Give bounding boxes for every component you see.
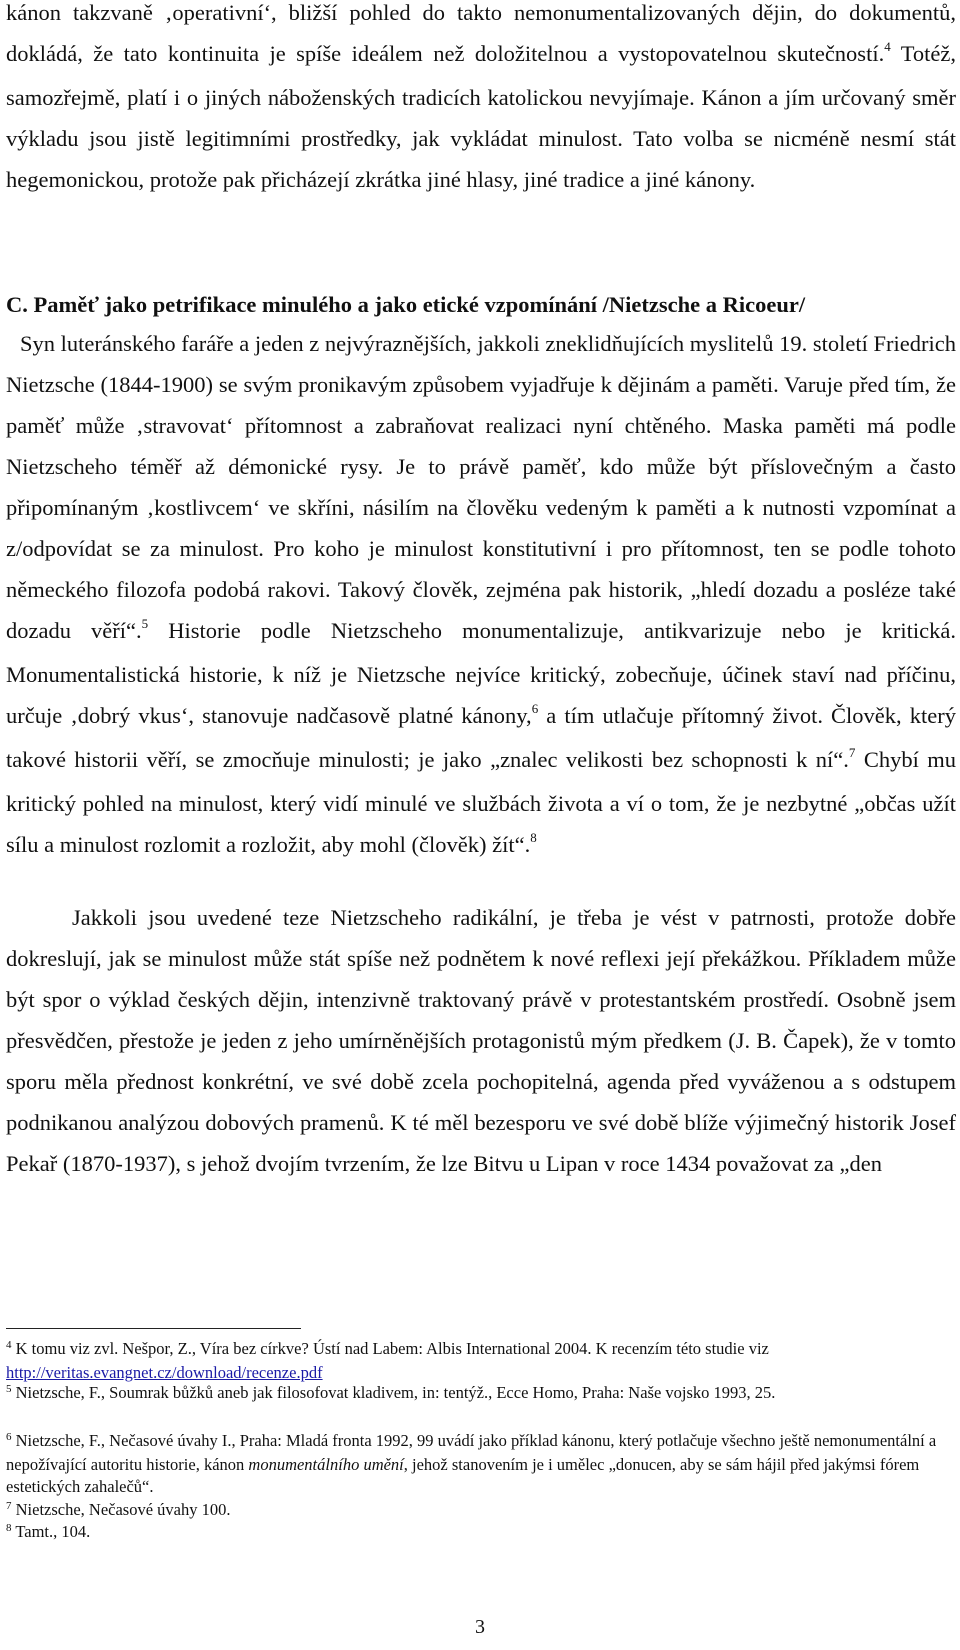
footnote-7-text: Nietzsche, Nečasové úvahy 100.: [11, 1500, 231, 1519]
footnote-5-text: Nietzsche, F., Soumrak bůžků aneb jak filosofovat kladivem, in: tentýž., Ecce Homo, Praha: Naše vojsko 1993, 25.: [11, 1383, 776, 1402]
footnote-4-number: 4: [6, 1339, 12, 1351]
section-heading: C. Paměť jako petrifikace minulého a jako etické vzpomínání /Nietzsche a Ricoeur/: [6, 292, 806, 317]
paragraph-1-text-b: Totéž, samozřejmě, platí i o jiných náboženských tradicích katolickou nevyjímaje. Kánon a jím určovaný směr výkladu jsou jistě legitimními prostředky, jak vykládat minulost. Tato volba se nicméně nesmí stát hegemonickou, protože pak přicházejí zkrátka jiné hlasy, jiné tradice a jiné kánony.: [6, 41, 956, 192]
paragraph-1-text-a: kánon takzvaně ‚operativní‘, bližší pohled do takto nemonumentalizovaných dějin, do dokumentů, dokládá, že tato kontinuita je spíše ideálem než doložitelnou a vystopovatelnou skutečností.: [6, 0, 956, 66]
paragraph-2: [6, 323, 956, 868]
footnote-6-text-a: Nietzsche, F., Nečasové úvahy I., Praha: Mladá fronta 1992, 99 uvádí jako příklad kánonu, který potlačuje všechno ještě nemonumentální a nepožívající autoritu historie, kánon: [6, 1431, 937, 1474]
paragraph-2-text-a: Syn luteránského faráře a jeden z nejvýraznějších, jakkoli zneklidňujících myslitelů 19. století Friedrich Nietzsche (1844-1900) se svým pronikavým způsobem vyjadřuje k dějinám a paměti. Varuje před tím, že paměť může ‚stravovat‘ přítomnost a zabraňovat realizaci nyní chtěného. Maska paměti má podle Nietzscheho téměř až démonické rysy. Je to právě paměť, kdo může být příslovečným a často připomínaným ‚kostlivcem‘ ve skříni, násilím na člověku vedeným k paměti a k nutnosti vzpomínat a z/odpovídat se za minulost. Pro koho je minulost konstitutivní i pro přítomnost, ten se podle tohoto německého filozofa podobá rakovi. Takový člověk, zejména pak historik, „hledí dozadu a posléze také dozadu věří“.: [6, 331, 956, 643]
footnote-7-number: 7: [6, 1500, 12, 1512]
footnote-8: [6, 1521, 956, 1545]
footnote-ref-6[interactable]: 6: [531, 701, 539, 716]
footnote-ref-7[interactable]: 7: [848, 745, 856, 760]
page-number: 3: [475, 1616, 485, 1638]
footnote-ref-5[interactable]: 5: [141, 616, 149, 631]
footnote-4-link[interactable]: http://veritas.evangnet.cz/download/recenze.pdf: [6, 1363, 323, 1382]
footnote-5: [6, 1382, 956, 1406]
paragraph-1: [6, 0, 956, 200]
footnote-8-number: 8: [6, 1522, 12, 1534]
footnote-7: [6, 1499, 956, 1523]
paragraph-2-text-b: Historie podle Nietzscheho monumentalizuje, antikvarizuje nebo je kritická. Monumentalistická historie, k níž je Nietzsche nejvíce kritický, zobecňuje, účinek staví nad příčinu, určuje ‚dobrý vkus‘, stanovuje nadčasově platné kánony,: [6, 618, 956, 728]
footnote-8-text: Tamt., 104.: [11, 1522, 91, 1541]
paragraph-2-text-d: Chybí mu kritický pohled na minulost, který vidí minulé ve službách života a ví o tom, že je nezbytné „občas užít sílu a minulost rozlomit a rozložit, aby mohl (člověk) žít“.: [6, 747, 957, 857]
footnote-ref-4[interactable]: 4: [884, 39, 891, 54]
footnote-6-italic: monumentálního umění: [248, 1455, 404, 1474]
footnote-4-text: K tomu viz zvl. Nešpor, Z., Víra bez církve? Ústí nad Labem: Albis International 2004. K recenzím této studie viz: [11, 1339, 769, 1358]
footnote-5-number: 5: [6, 1383, 12, 1395]
footnote-6-number: 6: [6, 1431, 12, 1443]
paragraph-3: Jakkoli jsou uvedené teze Nietzscheho radikální, je třeba je vést v patrnosti, protože dobře dokreslují, jak se minulost může stát spíše než podnětem k nové reflexi její překážkou. Příkladem může být spor o výklad českých dějin, intenzivně traktovaný právě v protestantském prostředí. Osobně jsem přesvědčen, přestože je jeden z jeho umírněnějších protagonistů mým předkem (J. B. Čapek), že v tomto sporu měla přednost konkrétní, ve své době zcela pochopitelná, agenda před vyváženou a s odstupem podnikanou analýzou dobových pramenů. K té měl bezesporu ve své době blíže výjimečný historik Josef Pekař (1870-1937), s jehož dvojím tvrzením, že lze Bitvu u Lipan v roce 1434 považovat za „den: [6, 905, 956, 1176]
footnote-6-text-b: , jehož stanovením je i umělec „donucen, aby se sám hájil před jakýmsi fórem estetických zahalečů“.: [6, 1455, 920, 1496]
footnote-ref-8[interactable]: 8: [530, 830, 537, 845]
paragraph-2-text-c: a tím utlačuje přítomný život. Člověk, který takové historii věří, se zmocňuje minulosti; je jako „znalec velikosti bez schopnosti k ní“.: [6, 703, 956, 772]
footnote-separator: [6, 1328, 301, 1329]
footnote-4: [6, 1338, 956, 1384]
footnote-6: [6, 1430, 956, 1498]
